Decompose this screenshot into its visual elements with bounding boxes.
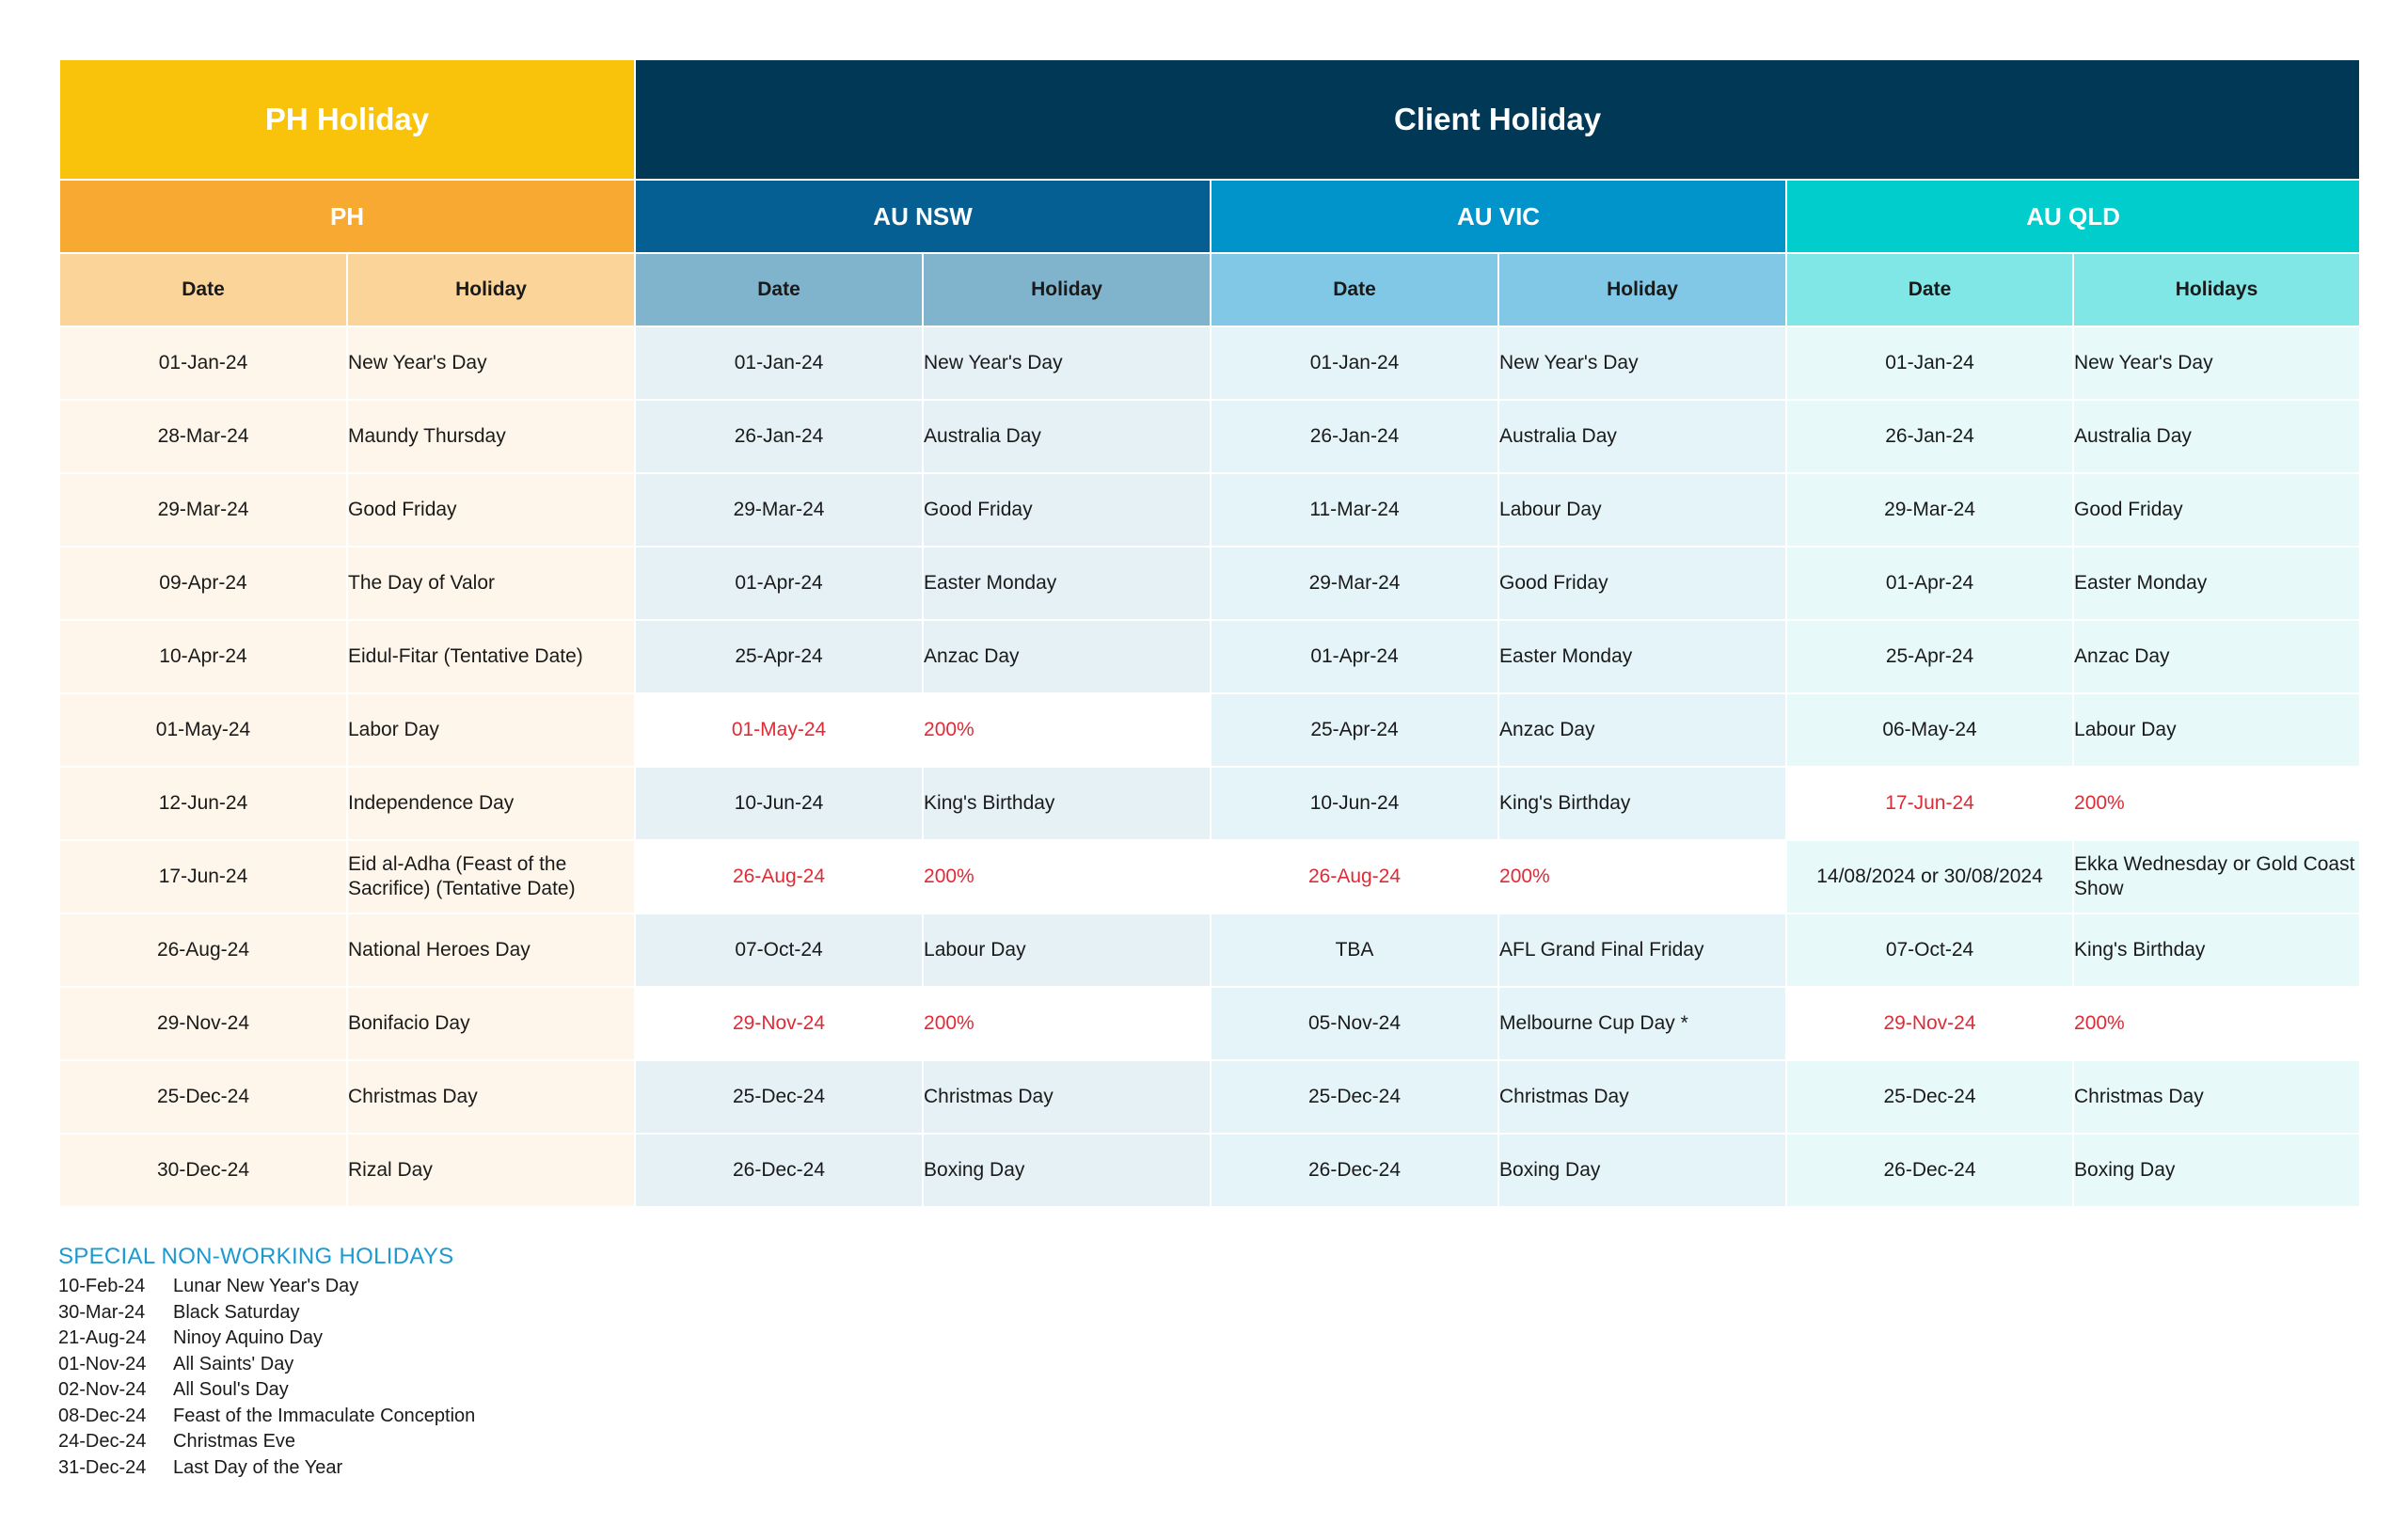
special-holiday-name: Lunar New Year's Day <box>173 1276 359 1296</box>
nsw-holiday-cell: Australia Day <box>923 400 1211 473</box>
ph-holiday-cell: Independence Day <box>347 767 635 840</box>
region-header-ph: PH <box>59 180 635 253</box>
nsw-date-cell: 01-May-24 <box>635 693 923 767</box>
qld-holiday-cell: King's Birthday <box>2073 913 2360 987</box>
vic-holiday-cell: Good Friday <box>1498 547 1786 620</box>
table-row <box>59 693 2360 767</box>
qld-holiday-cell: Easter Monday <box>2073 547 2360 620</box>
qld-date-cell: 29-Mar-24 <box>1786 473 2073 547</box>
ph-holiday-cell: Bonifacio Day <box>347 987 635 1060</box>
nsw-holiday-cell: Christmas Day <box>923 1060 1211 1134</box>
qld-holiday-cell: Ekka Wednesday or Gold Coast Show <box>2073 840 2360 913</box>
ph-holiday-header: PH Holiday <box>59 59 635 180</box>
special-holiday-name: Feast of the Immaculate Conception <box>173 1405 476 1426</box>
nsw-date-cell: 26-Jan-24 <box>635 400 923 473</box>
vic-date-cell: 26-Jan-24 <box>1211 400 1498 473</box>
nsw-holiday-cell: 200% <box>923 987 1211 1060</box>
vic-date-cell: 25-Dec-24 <box>1211 1060 1498 1134</box>
table-row <box>59 767 2360 840</box>
vic-holiday-cell: King's Birthday <box>1498 767 1786 840</box>
column-header-qld-date: Date <box>1786 253 2073 326</box>
nsw-holiday-cell: 200% <box>923 840 1211 913</box>
region-header-vic: AU VIC <box>1211 180 1786 253</box>
vic-holiday-cell: Boxing Day <box>1498 1134 1786 1207</box>
table-row <box>59 840 2360 913</box>
special-holiday-item <box>58 1274 475 1300</box>
qld-holiday-cell: New Year's Day <box>2073 326 2360 400</box>
ph-holiday-cell: Labor Day <box>347 693 635 767</box>
holiday-table <box>58 58 2361 1208</box>
ph-holiday-cell: Good Friday <box>347 473 635 547</box>
qld-holiday-cell: Anzac Day <box>2073 620 2360 693</box>
column-header-nsw-holiday: Holiday <box>923 253 1211 326</box>
column-header-nsw-date: Date <box>635 253 923 326</box>
vic-date-cell: TBA <box>1211 913 1498 987</box>
ph-holiday-cell: National Heroes Day <box>347 913 635 987</box>
ph-date-cell: 29-Mar-24 <box>59 473 347 547</box>
column-header-ph-holiday: Holiday <box>347 253 635 326</box>
special-holiday-item <box>58 1404 475 1430</box>
special-holiday-date: 10-Feb-24 <box>58 1276 146 1296</box>
special-holiday-item <box>58 1377 475 1404</box>
nsw-date-cell: 07-Oct-24 <box>635 913 923 987</box>
nsw-holiday-cell: Boxing Day <box>923 1134 1211 1207</box>
nsw-date-cell: 01-Jan-24 <box>635 326 923 400</box>
vic-date-cell: 26-Aug-24 <box>1211 840 1498 913</box>
special-holiday-date: 24-Dec-24 <box>58 1431 147 1452</box>
special-holiday-name: All Soul's Day <box>173 1379 289 1400</box>
vic-date-cell: 10-Jun-24 <box>1211 767 1498 840</box>
special-holiday-name: Black Saturday <box>173 1301 300 1323</box>
ph-date-cell: 28-Mar-24 <box>59 400 347 473</box>
column-header-vic-date: Date <box>1211 253 1498 326</box>
vic-holiday-cell: Australia Day <box>1498 400 1786 473</box>
special-holiday-date: 21-Aug-24 <box>58 1327 147 1348</box>
ph-date-cell: 10-Apr-24 <box>59 620 347 693</box>
special-holiday-date: 02-Nov-24 <box>58 1379 147 1400</box>
table-row <box>59 473 2360 547</box>
table-body <box>59 326 2360 1207</box>
ph-holiday-cell: Maundy Thursday <box>347 400 635 473</box>
nsw-holiday-cell: New Year's Day <box>923 326 1211 400</box>
qld-date-cell: 06-May-24 <box>1786 693 2073 767</box>
special-holiday-item <box>58 1455 475 1482</box>
nsw-date-cell: 01-Apr-24 <box>635 547 923 620</box>
vic-holiday-cell: Christmas Day <box>1498 1060 1786 1134</box>
nsw-date-cell: 29-Mar-24 <box>635 473 923 547</box>
special-holiday-name: Ninoy Aquino Day <box>173 1327 323 1348</box>
nsw-date-cell: 26-Dec-24 <box>635 1134 923 1207</box>
qld-date-cell: 25-Apr-24 <box>1786 620 2073 693</box>
ph-date-cell: 01-May-24 <box>59 693 347 767</box>
qld-holiday-cell: Boxing Day <box>2073 1134 2360 1207</box>
vic-holiday-cell: Easter Monday <box>1498 620 1786 693</box>
special-holiday-item <box>58 1326 475 1352</box>
vic-date-cell: 01-Apr-24 <box>1211 620 1498 693</box>
qld-date-cell: 26-Jan-24 <box>1786 400 2073 473</box>
nsw-holiday-cell: 200% <box>923 693 1211 767</box>
special-holiday-item <box>58 1300 475 1326</box>
ph-holiday-cell: Rizal Day <box>347 1134 635 1207</box>
table-row <box>59 326 2360 400</box>
qld-holiday-cell: 200% <box>2073 987 2360 1060</box>
special-holiday-name: Last Day of the Year <box>173 1456 343 1478</box>
table-row <box>59 1060 2360 1134</box>
special-holiday-item <box>58 1352 475 1378</box>
qld-holiday-cell: Good Friday <box>2073 473 2360 547</box>
special-holiday-name: All Saints' Day <box>173 1353 294 1374</box>
vic-holiday-cell: Anzac Day <box>1498 693 1786 767</box>
column-header-qld-holidays: Holidays <box>2073 253 2360 326</box>
special-holidays-list <box>58 1274 475 1481</box>
special-holiday-item <box>58 1429 475 1455</box>
special-holidays-section <box>58 1244 475 1481</box>
qld-holiday-cell: Christmas Day <box>2073 1060 2360 1134</box>
ph-holiday-cell: New Year's Day <box>347 326 635 400</box>
qld-date-cell: 01-Apr-24 <box>1786 547 2073 620</box>
nsw-holiday-cell: Easter Monday <box>923 547 1211 620</box>
nsw-holiday-cell: King's Birthday <box>923 767 1211 840</box>
vic-date-cell: 29-Mar-24 <box>1211 547 1498 620</box>
table-row <box>59 913 2360 987</box>
nsw-date-cell: 25-Apr-24 <box>635 620 923 693</box>
ph-date-cell: 12-Jun-24 <box>59 767 347 840</box>
qld-date-cell: 17-Jun-24 <box>1786 767 2073 840</box>
table-row <box>59 547 2360 620</box>
vic-date-cell: 01-Jan-24 <box>1211 326 1498 400</box>
qld-date-cell: 01-Jan-24 <box>1786 326 2073 400</box>
nsw-holiday-cell: Good Friday <box>923 473 1211 547</box>
qld-date-cell: 14/08/2024 or 30/08/2024 <box>1786 840 2073 913</box>
region-header-nsw: AU NSW <box>635 180 1211 253</box>
special-holiday-name: Christmas Eve <box>173 1431 296 1452</box>
nsw-date-cell: 26-Aug-24 <box>635 840 923 913</box>
table-row <box>59 987 2360 1060</box>
qld-date-cell: 07-Oct-24 <box>1786 913 2073 987</box>
client-holiday-header: Client Holiday <box>635 59 2360 180</box>
vic-date-cell: 25-Apr-24 <box>1211 693 1498 767</box>
table-row <box>59 400 2360 473</box>
ph-date-cell: 29-Nov-24 <box>59 987 347 1060</box>
qld-date-cell: 29-Nov-24 <box>1786 987 2073 1060</box>
vic-holiday-cell: New Year's Day <box>1498 326 1786 400</box>
vic-holiday-cell: 200% <box>1498 840 1786 913</box>
special-holiday-date: 08-Dec-24 <box>58 1405 147 1426</box>
special-holiday-date: 31-Dec-24 <box>58 1456 147 1478</box>
ph-date-cell: 26-Aug-24 <box>59 913 347 987</box>
ph-date-cell: 01-Jan-24 <box>59 326 347 400</box>
special-holidays-title: SPECIAL NON-WORKING HOLIDAYS <box>58 1244 454 1269</box>
region-header-qld: AU QLD <box>1786 180 2360 253</box>
ph-date-cell: 25-Dec-24 <box>59 1060 347 1134</box>
special-holiday-date: 30-Mar-24 <box>58 1301 146 1323</box>
nsw-holiday-cell: Labour Day <box>923 913 1211 987</box>
ph-holiday-cell: The Day of Valor <box>347 547 635 620</box>
nsw-holiday-cell: Anzac Day <box>923 620 1211 693</box>
ph-date-cell: 17-Jun-24 <box>59 840 347 913</box>
ph-date-cell: 30-Dec-24 <box>59 1134 347 1207</box>
ph-date-cell: 09-Apr-24 <box>59 547 347 620</box>
vic-holiday-cell: Melbourne Cup Day * <box>1498 987 1786 1060</box>
nsw-date-cell: 10-Jun-24 <box>635 767 923 840</box>
table-row <box>59 620 2360 693</box>
qld-date-cell: 26-Dec-24 <box>1786 1134 2073 1207</box>
column-header-vic-holiday: Holiday <box>1498 253 1786 326</box>
column-header-ph-date: Date <box>59 253 347 326</box>
nsw-date-cell: 29-Nov-24 <box>635 987 923 1060</box>
ph-holiday-cell: Eidul-Fitar (Tentative Date) <box>347 620 635 693</box>
vic-holiday-cell: AFL Grand Final Friday <box>1498 913 1786 987</box>
ph-holiday-cell: Christmas Day <box>347 1060 635 1134</box>
vic-date-cell: 05-Nov-24 <box>1211 987 1498 1060</box>
vic-date-cell: 26-Dec-24 <box>1211 1134 1498 1207</box>
table-row <box>59 1134 2360 1207</box>
qld-holiday-cell: Labour Day <box>2073 693 2360 767</box>
qld-date-cell: 25-Dec-24 <box>1786 1060 2073 1134</box>
ph-holiday-cell: Eid al-Adha (Feast of the Sacrifice) (Tentative Date) <box>347 840 635 913</box>
qld-holiday-cell: 200% <box>2073 767 2360 840</box>
vic-holiday-cell: Labour Day <box>1498 473 1786 547</box>
nsw-date-cell: 25-Dec-24 <box>635 1060 923 1134</box>
special-holiday-date: 01-Nov-24 <box>58 1353 147 1374</box>
qld-holiday-cell: Australia Day <box>2073 400 2360 473</box>
vic-date-cell: 11-Mar-24 <box>1211 473 1498 547</box>
